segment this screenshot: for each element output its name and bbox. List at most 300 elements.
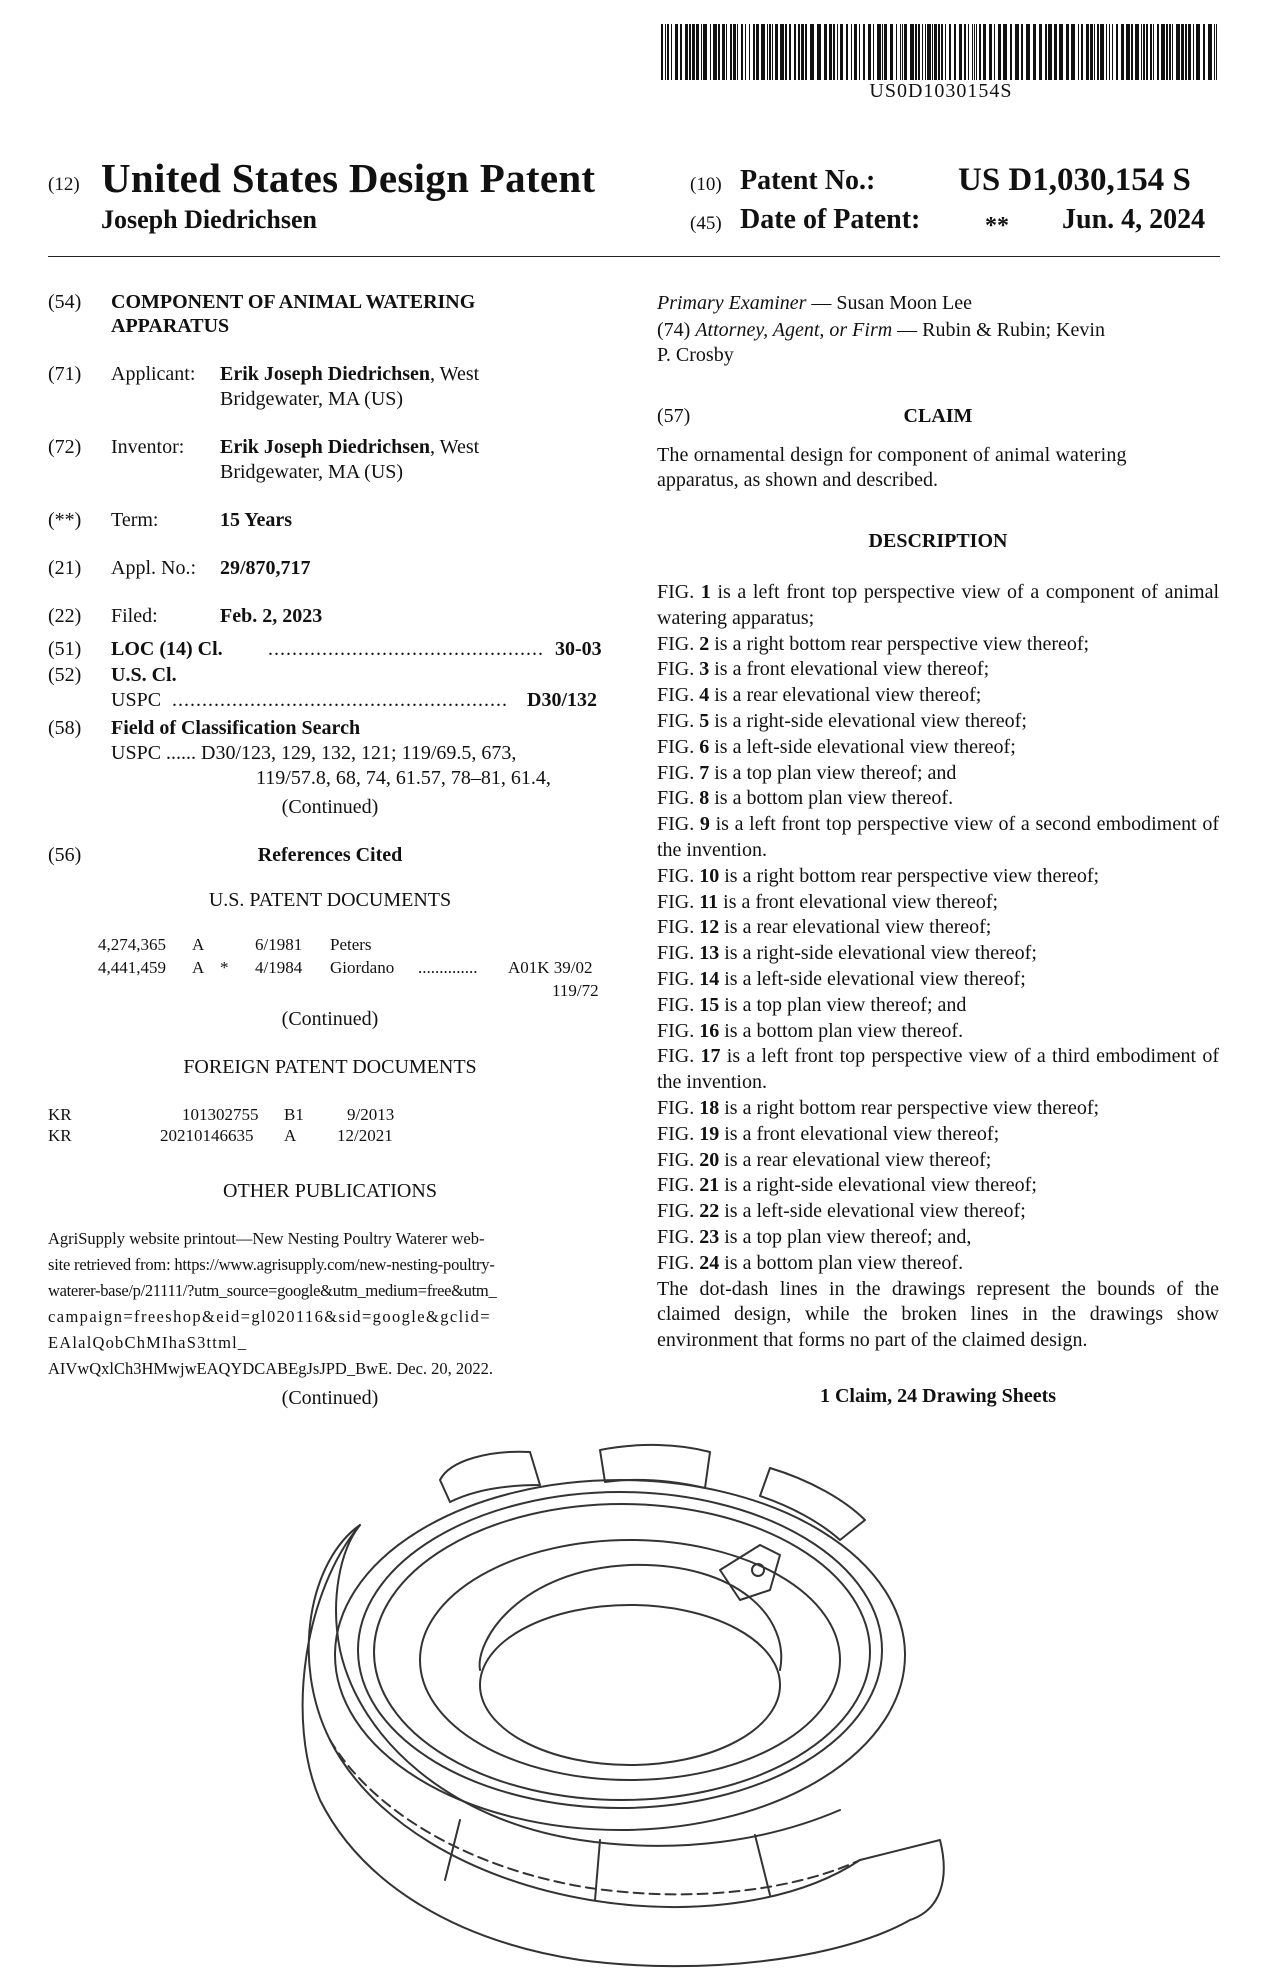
fig-desc-20	[657, 1148, 1219, 1174]
barcode-bar	[846, 24, 848, 80]
claims-summary: 1 Claim, 24 Drawing Sheets	[819, 1385, 1057, 1407]
us-doc-2-dots: ..............	[418, 958, 478, 977]
barcode-bar	[884, 24, 887, 80]
barcode-bar	[964, 24, 966, 80]
filed-value: Feb. 2, 2023	[220, 605, 323, 627]
barcode-bar	[1141, 24, 1142, 80]
fig-number: 7	[699, 761, 710, 784]
fig-number: 6	[699, 735, 710, 758]
barcode-bar	[974, 24, 975, 80]
barcode-bar	[994, 24, 995, 80]
appl-no-value: 29/870,717	[220, 557, 311, 579]
barcode-bar	[1176, 24, 1180, 80]
barcode-bar	[1045, 24, 1047, 80]
barcode-bar	[1071, 24, 1075, 80]
uspc-label: USPC	[111, 689, 162, 711]
fig-text: is a bottom plan view thereof.	[719, 1251, 964, 1274]
barcode-bar	[1214, 24, 1215, 80]
code-12: (12)	[48, 174, 80, 195]
barcode-bar	[769, 24, 771, 80]
barcode-bar	[692, 24, 695, 80]
description-body	[657, 580, 1219, 1354]
fig-prefix: FIG.	[657, 813, 700, 836]
fig-text: is a front elevational view thereof;	[719, 1122, 1000, 1145]
other-pub-line-6: AIVwQxlCh3HMwjwEAQYDCABEgJsJPD_BwE. Dec. 20, 2022.	[48, 1359, 494, 1378]
fig-number: 19	[699, 1122, 720, 1145]
inventor-rest-1: , West	[430, 436, 480, 458]
drawing-trough-outer	[420, 1540, 840, 1780]
claim-heading: CLAIM	[903, 405, 973, 427]
barcode-bar	[794, 24, 796, 80]
fig-desc-9	[657, 812, 1219, 864]
us-doc-2-class-2: 119/72	[552, 981, 599, 1000]
barcode-bar	[1131, 24, 1133, 80]
fig-text: is a rear elevational view thereof;	[719, 1148, 992, 1171]
barcode-bar	[837, 24, 838, 80]
fig-number: 23	[699, 1225, 720, 1248]
us-doc-2-star: *	[220, 958, 229, 977]
us-docs-continued: (Continued)	[281, 1008, 379, 1030]
barcode-bar	[737, 24, 738, 80]
barcode-bar	[1015, 24, 1019, 80]
barcode-bar	[972, 24, 973, 80]
fig-text: is a rear elevational view thereof;	[709, 684, 982, 707]
barcode-bar	[1033, 24, 1036, 80]
foreign-doc-2-kind: A	[284, 1126, 297, 1145]
barcode-bar	[1026, 24, 1030, 80]
applicant-line-1	[220, 362, 479, 387]
fig-number: 3	[699, 658, 710, 681]
fig-text: is a left-side elevational view thereof;	[709, 735, 1016, 758]
barcode-bar	[922, 24, 923, 80]
fig-number: 16	[699, 1019, 720, 1042]
barcode-bar	[741, 24, 743, 80]
fig-prefix: FIG.	[657, 1096, 700, 1119]
barcode-bar	[833, 24, 835, 80]
fig-desc-6	[657, 735, 1219, 761]
fig-prefix: FIG.	[657, 1225, 700, 1248]
drawing-lines-note: The dot-dash lines in the drawings represent the bounds of the claimed design, while the broken lines in the drawings show environment that forms no part of the claimed design.	[657, 1277, 1219, 1352]
fig-prefix: FIG.	[657, 916, 700, 939]
attorney-line-1	[657, 318, 1219, 343]
barcode-bar	[932, 24, 933, 80]
field-search-line-1: USPC ...... D30/123, 129, 132, 121; 119/69.5, 673,	[111, 742, 517, 764]
fig-prefix: FIG.	[657, 942, 700, 965]
fig-number: 4	[699, 684, 710, 707]
barcode-bar	[902, 24, 903, 80]
fig-number: 11	[699, 890, 719, 913]
patent-date: Jun. 4, 2024	[1062, 204, 1206, 235]
attorney-label: Attorney, Agent, or Firm	[695, 319, 893, 341]
barcode-bar	[1146, 24, 1148, 80]
fig-number: 21	[699, 1174, 720, 1197]
barcode-bar	[851, 24, 852, 80]
term-value: 15 Years	[220, 509, 293, 531]
barcode-bar	[1054, 24, 1057, 80]
other-pub-line-4: campaign=freeshop&eid=gl020116&sid=google&gclid=	[48, 1307, 491, 1326]
barcode-bar	[1181, 24, 1184, 80]
barcode-bar	[1193, 24, 1194, 80]
foreign-doc-1-kind: B1	[284, 1105, 304, 1124]
barcode-bar	[938, 24, 940, 80]
fig-prefix: FIG.	[657, 581, 701, 603]
code-21: (21)	[48, 557, 82, 579]
fig-desc-1	[657, 580, 1219, 632]
fig-prefix: FIG.	[657, 787, 700, 810]
fig-desc-24	[657, 1251, 1219, 1277]
drawing-top-tab-1	[440, 1452, 540, 1502]
barcode-bar	[753, 24, 755, 80]
field-search-continued: (Continued)	[281, 796, 379, 818]
barcode-bar	[1078, 24, 1079, 80]
barcode-bar	[1021, 24, 1023, 80]
barcode-bar	[959, 24, 962, 80]
barcode-bar	[829, 24, 832, 80]
barcode-bar	[934, 24, 937, 80]
barcode-bar	[745, 24, 746, 80]
barcode-bar	[1086, 24, 1089, 80]
barcode-bar	[761, 24, 765, 80]
fig-text: is a front elevational view thereof;	[718, 890, 999, 913]
barcode-bar	[1116, 24, 1118, 80]
barcode-bar	[775, 24, 778, 80]
fig-prefix: FIG.	[657, 735, 700, 758]
attorney-names: — Rubin & Rubin; Kevin	[892, 319, 1105, 341]
barcode-bar	[1150, 24, 1152, 80]
fig-text: is a left front top perspective view of a second embodiment of the invention.	[657, 813, 1219, 861]
fig-prefix: FIG.	[657, 632, 700, 655]
barcode-bar	[1090, 24, 1093, 80]
fig-number: 13	[699, 942, 720, 965]
barcode-bar	[710, 24, 711, 80]
barcode-bar	[713, 24, 717, 80]
foreign-docs-heading: FOREIGN PATENT DOCUMENTS	[183, 1056, 477, 1078]
barcode-bar	[918, 24, 920, 80]
fig-number: 2	[699, 632, 710, 655]
code-58: (58)	[48, 717, 82, 739]
barcode-bar	[1216, 24, 1217, 80]
barcode-bar	[1172, 24, 1173, 80]
fig-prefix: FIG.	[657, 1200, 700, 1223]
barcode-bar	[998, 24, 1001, 80]
examiner-label: Primary Examiner	[657, 292, 807, 314]
other-pubs-heading: OTHER PUBLICATIONS	[223, 1180, 437, 1202]
us-doc-1-date: 6/1981	[255, 935, 303, 954]
barcode-number: US0D1030154S	[869, 80, 1013, 102]
fig-prefix: FIG.	[657, 967, 700, 990]
fig-desc-23	[657, 1225, 1219, 1251]
barcode-bar	[805, 24, 807, 80]
fig-prefix: FIG.	[657, 709, 700, 732]
code-45: (45)	[690, 213, 722, 234]
barcode-bar	[780, 24, 784, 80]
fig-desc-19	[657, 1122, 1219, 1148]
fig-number: 1	[700, 581, 711, 603]
barcode-bar	[1157, 24, 1159, 80]
fig-number: 9	[699, 813, 710, 836]
other-pub-line-1: AgriSupply website printout—New Nesting Poultry Waterer web-	[48, 1229, 485, 1248]
fig-number: 17	[700, 1045, 721, 1068]
fig-desc-13	[657, 941, 1219, 967]
title-line-2: APPARATUS	[111, 315, 230, 337]
code-22: (22)	[48, 605, 82, 627]
barcode-bar	[863, 24, 865, 80]
barcode-bar	[703, 24, 707, 80]
other-pub-line-5: EAlalQobChMIhaS3ttml_	[48, 1333, 248, 1352]
code-56: (56)	[48, 844, 82, 866]
fig-prefix: FIG.	[657, 1251, 700, 1274]
foreign-doc-2-date: 12/2021	[337, 1126, 393, 1145]
code-54: (54)	[48, 291, 82, 313]
barcode-bar	[840, 24, 843, 80]
drawing-top-tab-3	[760, 1468, 865, 1540]
barcode-bar	[685, 24, 688, 80]
fig-prefix: FIG.	[657, 993, 700, 1016]
barcode-bar	[824, 24, 827, 80]
barcode-bar	[1100, 24, 1104, 80]
barcode-bar	[1153, 24, 1154, 80]
barcode-bar	[726, 24, 727, 80]
fig-text: is a right bottom rear perspective view thereof;	[719, 864, 1100, 887]
fig-desc-5	[657, 709, 1219, 735]
barcode-bar	[900, 24, 901, 80]
fig-desc-17	[657, 1044, 1219, 1096]
fig-text: is a top plan view thereof; and	[709, 761, 957, 784]
barcode-bar	[1097, 24, 1099, 80]
other-pub-line-2: site retrieved from: https://www.agrisupply.com/new-nesting-poultry-	[48, 1255, 495, 1274]
loc-label: LOC (14) Cl.	[111, 638, 223, 660]
fig-desc-14	[657, 967, 1219, 993]
fig-prefix: FIG.	[657, 658, 700, 681]
us-doc-2-date: 4/1984	[255, 958, 303, 977]
fig-text: is a top plan view thereof; and	[719, 993, 967, 1016]
barcode-bar	[1106, 24, 1107, 80]
fig-number: 20	[699, 1148, 720, 1171]
barcode-bar	[1143, 24, 1145, 80]
barcode-bar	[718, 24, 720, 80]
barcode-bar	[1094, 24, 1095, 80]
fig-number: 18	[699, 1096, 720, 1119]
patent-number: US D1,030,154 S	[958, 162, 1191, 198]
fig-desc-12	[657, 915, 1219, 941]
barcode-bar	[979, 24, 981, 80]
fig-number: 12	[699, 916, 720, 939]
barcode-bar	[785, 24, 787, 80]
fig-prefix: FIG.	[657, 1148, 700, 1171]
barcode-bar	[989, 24, 992, 80]
foreign-doc-2-country: KR	[48, 1126, 72, 1145]
barcode-bar	[915, 24, 917, 80]
barcode-bar	[1048, 24, 1052, 80]
fig-prefix: FIG.	[657, 1045, 701, 1068]
barcode-bar	[1185, 24, 1187, 80]
header-rule	[48, 256, 1220, 257]
barcode-bar	[1039, 24, 1042, 80]
fig-prefix: FIG.	[657, 1122, 700, 1145]
fig-desc-3	[657, 657, 1219, 683]
fig-desc-18	[657, 1096, 1219, 1122]
barcode-bar	[689, 24, 691, 80]
fig-text: is a bottom plan view thereof.	[719, 1019, 964, 1042]
inventor-short: Joseph Diedrichsen	[101, 205, 317, 234]
references-cited-heading: References Cited	[257, 844, 403, 866]
filed-label: Filed:	[111, 605, 158, 627]
fig-number: 5	[699, 709, 710, 732]
applicant-line-2: Bridgewater, MA (US)	[220, 388, 404, 410]
fig-text: is a left front top perspective view of a component of animal watering apparatus;	[657, 581, 1220, 629]
patent-no-label: Patent No.:	[740, 165, 876, 196]
barcode-bar	[1059, 24, 1063, 80]
barcode-bar	[675, 24, 678, 80]
fig-text: is a left-side elevational view thereof;	[719, 1200, 1026, 1223]
barcode-bar	[680, 24, 682, 80]
fig-text: is a front elevational view thereof;	[709, 658, 990, 681]
barcode-bar	[801, 24, 804, 80]
fig-text: is a top plan view thereof; and,	[719, 1225, 972, 1248]
barcode-bar	[910, 24, 914, 80]
barcode-bar	[767, 24, 768, 80]
barcode-bar	[954, 24, 956, 80]
barcode-bar	[1196, 24, 1200, 80]
fig-text: is a bottom plan view thereof.	[709, 787, 954, 810]
barcode-bar	[722, 24, 725, 80]
barcode-bar	[1121, 24, 1124, 80]
inventor-line-1	[220, 435, 479, 460]
barcode-bar	[798, 24, 800, 80]
barcode-bar	[976, 24, 977, 80]
barcode-bar	[877, 24, 881, 80]
barcode-bar	[882, 24, 883, 80]
barcode-bar	[817, 24, 821, 80]
us-doc-2-class: A01K 39/02	[508, 958, 593, 977]
inventor-label: Inventor:	[111, 436, 185, 458]
us-doc-1-kind: A	[192, 935, 205, 954]
fig-number: 22	[699, 1200, 720, 1223]
uspc-dots: ........................................................	[172, 689, 508, 711]
foreign-doc-1-number: 101302755	[182, 1105, 259, 1124]
foreign-doc-1-date: 9/2013	[347, 1105, 395, 1124]
fig-prefix: FIG.	[657, 1019, 700, 1042]
code-57: (57)	[657, 405, 691, 427]
barcode-bar	[896, 24, 897, 80]
applicant-name: Erik Joseph Diedrichsen	[220, 363, 431, 385]
code-72: (72)	[48, 436, 82, 458]
barcode-bar	[1135, 24, 1139, 80]
description-heading: DESCRIPTION	[868, 530, 1008, 552]
barcode-bar	[810, 24, 814, 80]
barcode-bar	[730, 24, 732, 80]
fig-number: 10	[699, 864, 720, 887]
us-doc-2-name: Giordano	[330, 958, 395, 977]
barcode-bar	[733, 24, 736, 80]
fig-desc-15	[657, 993, 1219, 1019]
barcode-bar	[1188, 24, 1191, 80]
attorney-code: (74)	[657, 319, 691, 341]
fig-number: 8	[699, 787, 710, 810]
barcode-bar	[941, 24, 943, 80]
barcode-bar	[1066, 24, 1069, 80]
barcode-bar	[868, 24, 871, 80]
barcode-bar	[968, 24, 969, 80]
barcode-bar	[945, 24, 946, 80]
barcode-bar	[1203, 24, 1205, 80]
barcode-bar	[1166, 24, 1168, 80]
barcode-bar	[1112, 24, 1113, 80]
claim-line-2: apparatus, as shown and described.	[657, 469, 939, 491]
barcode-bar	[1003, 24, 1007, 80]
fig-text: is a right-side elevational view thereof;	[719, 1174, 1037, 1197]
us-doc-2-kind: A	[192, 958, 205, 977]
fig-desc-10	[657, 864, 1219, 890]
claim-line-1: The ornamental design for component of animal watering	[657, 444, 1127, 466]
other-pubs-continued: (Continued)	[281, 1387, 379, 1409]
code-10: (10)	[690, 174, 722, 195]
fig-desc-2	[657, 632, 1219, 658]
attorney-line-2: P. Crosby	[657, 344, 734, 366]
barcode-bar	[1081, 24, 1083, 80]
barcode-bar	[859, 24, 860, 80]
code-term: (**)	[48, 509, 82, 531]
inventor-line-2: Bridgewater, MA (US)	[220, 461, 404, 483]
fig-text: is a right bottom rear perspective view thereof;	[719, 1096, 1100, 1119]
field-search-line-2: 119/57.8, 68, 74, 61.57, 78–81, 61.4,	[256, 767, 551, 789]
fig-number: 14	[699, 967, 720, 990]
field-search-label: Field of Classification Search	[111, 717, 361, 739]
term-label: Term:	[111, 509, 159, 531]
other-pub-line-3: waterer-base/p/21111/?utm_source=google&utm_medium=free&utm_	[48, 1281, 497, 1300]
date-label: Date of Patent:	[740, 204, 921, 235]
fig-text: is a right-side elevational view thereof;	[719, 942, 1037, 965]
fig-number: 15	[699, 993, 720, 1016]
barcode-bar	[671, 24, 672, 80]
us-doc-1-number: 4,274,365	[98, 935, 166, 954]
barcode-bar	[1208, 24, 1212, 80]
title-line-1: COMPONENT OF ANIMAL WATERING	[111, 291, 476, 313]
drawing-trough-wall	[480, 1565, 782, 1670]
barcode-bar	[696, 24, 699, 80]
date-stars: **	[985, 213, 1009, 239]
code-51: (51)	[48, 638, 82, 660]
fig-prefix: FIG.	[657, 890, 700, 913]
examiner-name: — Susan Moon Lee	[806, 292, 972, 314]
applicant-label: Applicant:	[111, 363, 196, 385]
barcode	[661, 24, 1221, 80]
barcode-bar	[1010, 24, 1012, 80]
us-doc-1-name: Peters	[330, 935, 372, 954]
fig-desc-21	[657, 1173, 1219, 1199]
barcode-bar	[1126, 24, 1130, 80]
fig-prefix: FIG.	[657, 684, 700, 707]
barcode-bar	[854, 24, 857, 80]
us-docs-heading: U.S. PATENT DOCUMENTS	[208, 889, 452, 911]
foreign-doc-1-country: KR	[48, 1105, 72, 1124]
fig-desc-11	[657, 890, 1219, 916]
fig-text: is a rear elevational view thereof;	[719, 916, 992, 939]
barcode-bar	[983, 24, 986, 80]
fig-prefix: FIG.	[657, 864, 700, 887]
barcode-bar	[949, 24, 951, 80]
fig-text: is a right-side elevational view thereof;	[709, 709, 1027, 732]
barcode-bar	[925, 24, 926, 80]
barcode-bar	[772, 24, 773, 80]
code-71: (71)	[48, 363, 82, 385]
barcode-bar	[701, 24, 702, 80]
applicant-rest-1: , West	[430, 363, 480, 385]
document-title: United States Design Patent	[101, 155, 596, 201]
barcode-bar	[1161, 24, 1165, 80]
appl-no-label: Appl. No.:	[111, 557, 196, 579]
barcode-bar	[667, 24, 669, 80]
